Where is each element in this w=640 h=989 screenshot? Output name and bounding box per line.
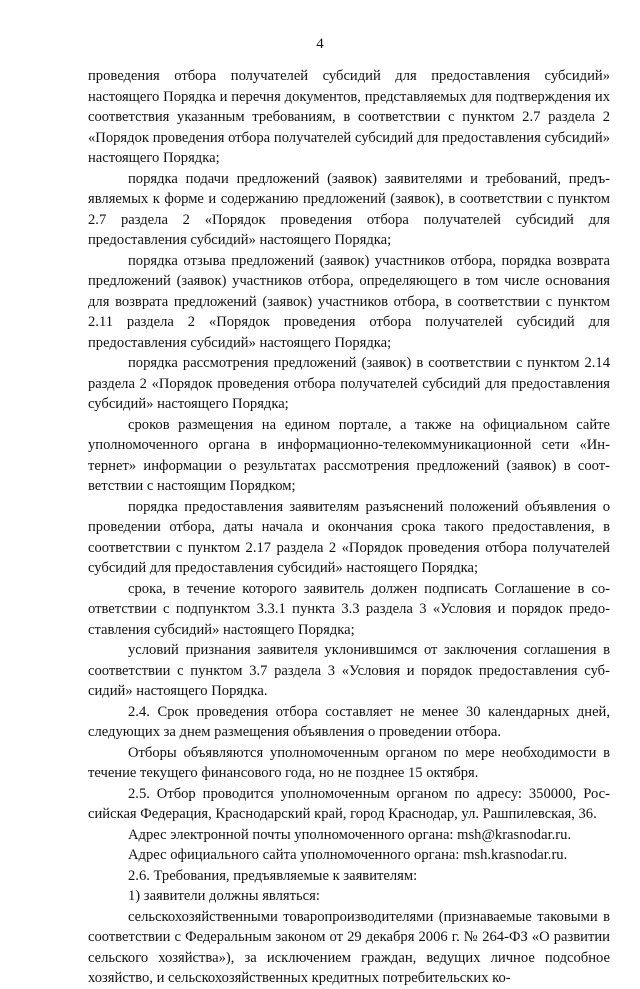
paragraph: порядка отзыва предложений (заявок) участников отбора, порядка возврата предложений (заявок) участников отбора, определяющего в том числе основания для возврата предложений (заявок) участников отбора, в соответствии с пунктом 2.11 раздела 2 «Порядок проведения отбора получателей субсидий для предоставления субсидий» настоящего Порядка; [88,252,610,351]
paragraph: 2.5. Отбор проводится уполномоченным органом по адресу: 350000, Российская Федерация, Краснодарский край, город Краснодар, ул. Рашпилевская, 36. [88,785,610,822]
paragraph: проведения отбора получателей субсидий для предоставления субсидий» настоящего Порядка и перечня документов, представляемых для подтверждения их соответствия указанным требованиям, в соответствии с пунктом 2.7 раздела 2 «Порядок проведения отбора получателей субсидий для предоставления субсидий» настоящего Порядка; [88,68,610,166]
paragraph: порядка предоставления заявителям разъяснений положений объявления о проведении отбора, даты начала и окончания срока такого предоставления, в соответствии с пунктом 2.17 раздела 2 «Порядок проведения отбора получателей субсидий для предоставления субсидий» настоящего Порядка; [88,498,610,576]
paragraph: условий признания заявителя уклонившимся от заключения соглашения в соответствии с пунктом 3.7 раздела 3 «Условия и порядок предоставления субсидий» настоящего Порядка. [88,642,610,699]
paragraph: срока, в течение которого заявитель должен подписать Соглашение в соответствии с подпунктом 3.3.1 пункта 3.3 раздела 3 «Условия и порядок предоставления субсидий» настоящего Порядка; [88,580,610,638]
paragraph: порядка рассмотрения предложений (заявок) в соответствии с пунктом 2.14 раздела 2 «Порядок проведения отбора получателей субсидий для предоставления субсидий» настоящего Порядка; [88,355,610,412]
paragraph: сроков размещения на едином портале, а также на официальном сайте уполномоченного органа в информационно-телекоммуникационной сети «Интернет» информации о результатах рассмотрения предложений (заявок) в соответствии с настоящим Порядком; [88,416,610,494]
paragraph: 2.6. Требования, предъявляемые к заявителям: [128,867,418,884]
paragraph: порядка подачи предложений (заявок) заявителями и требований, предъявляемых к форме и содержанию предложений (заявок), в соответствии с пунктом 2.7 раздела 2 «Порядок проведения отбора получателей субсидий для предоставления субсидий» настоящего Порядка; [88,170,610,248]
paragraph: Отборы объявляются уполномоченным органом по мере необходимости в течение текущего финансового года, но не позднее 15 октября. [88,744,610,781]
paragraph: 2.4. Срок проведения отбора составляет не менее 30 календарных дней, следующих за днем размещения объявления о проведении отбора. [88,703,610,740]
paragraph: Адрес официального сайта уполномоченного органа: msh.krasnodar.ru. [128,847,568,863]
paragraph: сельскохозяйственными товаропроизводителями (признаваемые таковыми в соответствии с Федеральным законом от 29 декабря 2006 г. № 264-ФЗ «О развитии сельского хозяйства»), за исключением граждан, ведущих личное подсобное хозяйство, и сельскохозяйственных кредитных потребительских ко- [88,908,610,986]
paragraph: Адрес электронной почты уполномоченного органа: msh@krasnodar.ru. [128,826,572,843]
paragraph: 1) заявители должны являться: [128,888,320,904]
body-text [88,66,610,989]
page-number: 4 [316,36,324,52]
